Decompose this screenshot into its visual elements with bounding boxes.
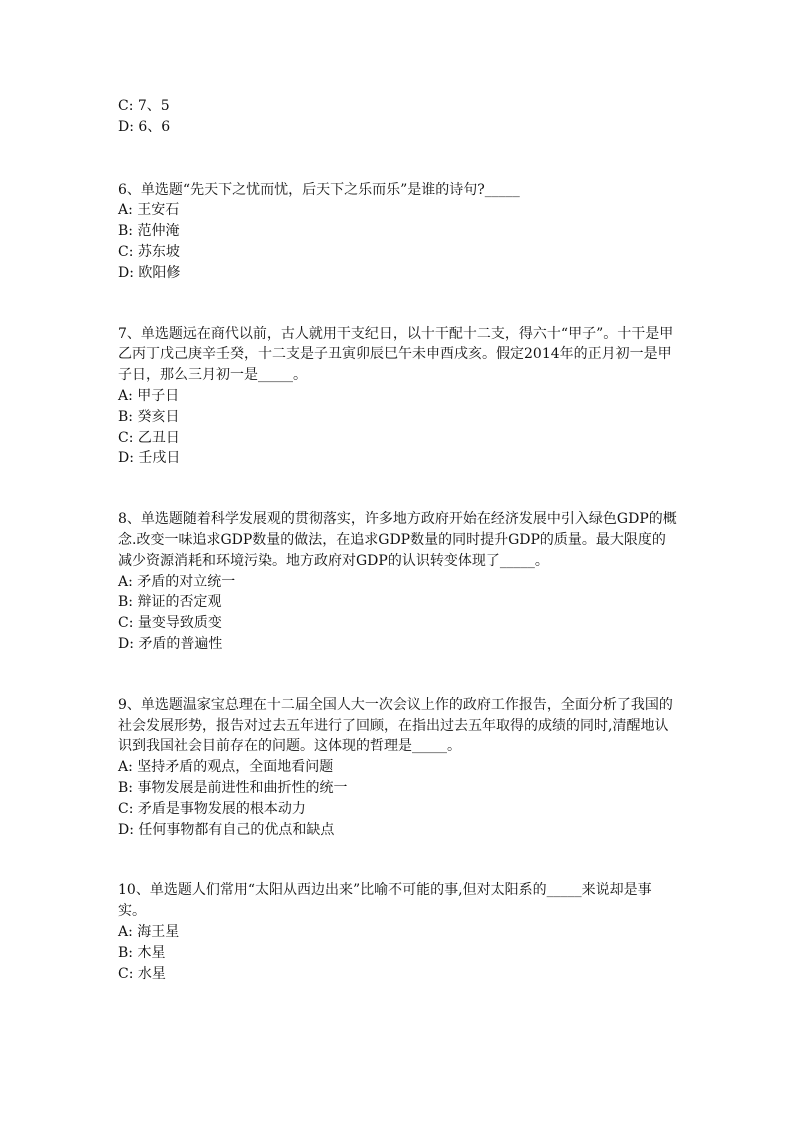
option-b: B: 癸亥日 <box>118 408 180 425</box>
option-c: C: 乙丑日 <box>118 429 180 446</box>
option-d: D: 壬戌日 <box>118 450 181 467</box>
option-b: B: 辩证的否定观 <box>118 594 222 611</box>
option-c: C: 7、5 <box>118 98 170 114</box>
question-number: 7、单选题 <box>118 325 183 342</box>
question-7 <box>118 324 678 470</box>
question-stem <box>118 324 678 386</box>
question-text: 随着科学发展观的贯彻落实，许多地方政府开始在经济发展中引入绿色GDP的概念.改变一味追求GDP数量的做法，在追求GDP数量的同时提升GDP的质量。最大限度的减少资源消耗和环境污染。地方政府对GDP的认识转变体现了_____。 <box>118 511 677 569</box>
option-a: A: 王安石 <box>118 202 180 219</box>
option-c: C: 矛盾是事物发展的根本动力 <box>118 800 306 817</box>
question-text: 人们常用“太阳从西边出来”比喻不可能的事,但对太阳系的_____来说却是事实。 <box>118 882 652 920</box>
question-stem <box>118 695 678 757</box>
question-number: 6、单选题 <box>118 181 183 198</box>
option-d: D: 欧阳修 <box>118 264 181 281</box>
question-stem <box>118 180 678 201</box>
question-9 <box>118 695 678 841</box>
option-b: B: 事物发展是前进性和曲折性的统一 <box>118 779 348 796</box>
question-6 <box>118 180 678 284</box>
question-number: 10、单选题 <box>118 882 192 899</box>
question-text: “先天下之忧而忧，后天下之乐而乐”是谁的诗句?_____ <box>182 181 520 198</box>
option-b: B: 木星 <box>118 944 166 961</box>
question-number: 8、单选题 <box>118 511 183 528</box>
option-c: C: 苏东坡 <box>118 243 180 260</box>
question-stem <box>118 509 678 571</box>
question-text: 远在商代以前，古人就用干支纪日，以十干配十二支，得六十“甲子”。十干是甲乙丙丁戊己庚辛壬癸，十二支是子丑寅卯辰巳午未申酉戌亥。假定2014年的正月初一是甲子日，那么三月初一是_____。 <box>118 325 674 384</box>
exam-page <box>118 96 678 984</box>
option-c: C: 水星 <box>118 965 166 982</box>
question-text: 温家宝总理在十二届全国人大一次会议上作的政府工作报告，全面分析了我国的社会发展形势，报告对过去五年进行了回顾，在指出过去五年取得的成绩的同时,清醒地认识到我国社会目前存在的问题。这体现的哲理是_____。 <box>118 696 673 755</box>
option-a: A: 海王星 <box>118 923 180 940</box>
question-8 <box>118 509 678 655</box>
option-d: D: 任何事物都有自己的优点和缺点 <box>118 821 335 838</box>
option-d: D: 6、6 <box>118 118 171 135</box>
option-a: A: 甲子日 <box>118 387 180 404</box>
question-stem <box>118 880 678 922</box>
option-a: A: 坚持矛盾的观点，全面地看问题 <box>118 759 334 776</box>
option-c: C: 量变导致质变 <box>118 615 222 632</box>
option-b: B: 范仲淹 <box>118 223 180 240</box>
question-number: 9、单选题 <box>118 696 183 713</box>
question-10 <box>118 880 678 984</box>
option-d: D: 矛盾的普遍性 <box>118 635 223 652</box>
option-a: A: 矛盾的对立统一 <box>118 573 236 590</box>
